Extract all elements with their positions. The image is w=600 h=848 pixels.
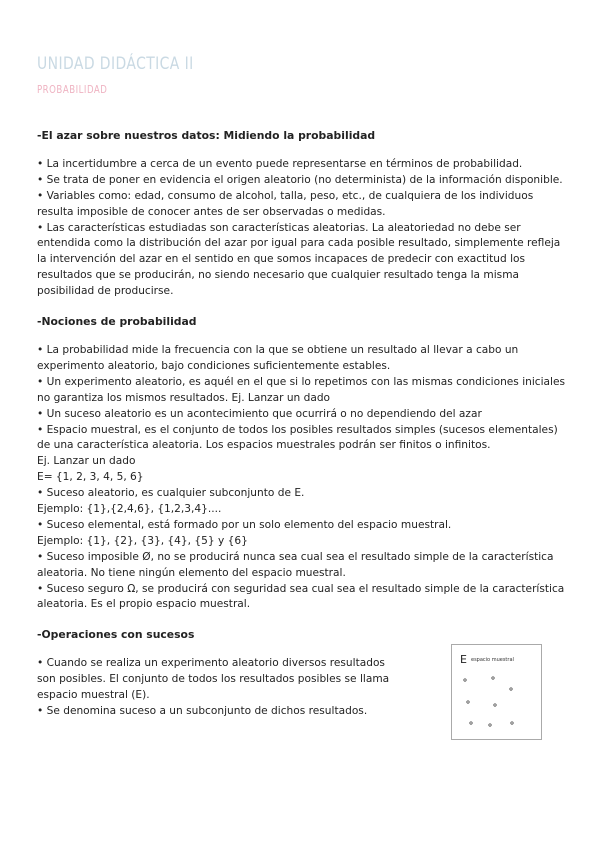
section-heading-operaciones: -Operaciones con sucesos: [37, 628, 195, 642]
list-item: • Suceso aleatorio, es cualquier subconjunto de E.: [37, 487, 305, 500]
list-item: • La probabilidad mide la frecuencia con la que se obtiene un resultado al llevar a cabo un experimento aleatorio, bajo condiciones suficientemente estables.: [37, 343, 519, 372]
section-nociones-body: [37, 343, 567, 613]
list-item: • Suceso elemental, está formado por un solo elemento del espacio muestral.: [37, 518, 452, 531]
diagram-letter: E: [460, 653, 467, 666]
list-item: Ejemplo: {1}, {2}, {3}, {4}, {5} y {6}: [37, 534, 248, 547]
section-azar-body: [37, 157, 567, 300]
document-body: [37, 124, 567, 720]
list-item: • La incertidumbre a cerca de un evento puede representarse en términos de probabilidad.: [37, 157, 523, 170]
list-item: • Un suceso aleatorio es un acontecimiento que ocurrirá o no dependiendo del azar: [37, 407, 482, 420]
list-item: E= {1, 2, 3, 4, 5, 6}: [37, 471, 144, 484]
list-item: • Espacio muestral, es el conjunto de todos los posibles resultados simples (sucesos elementales) de una característica aleatoria. Los espacios muestrales podrán ser finitos o infinitos.: [37, 423, 558, 452]
list-item: Ej. Lanzar un dado: [37, 455, 136, 468]
diagram-label: espacio muestral: [471, 657, 514, 663]
page-title: UNIDAD DIDÁCTICA II: [37, 54, 194, 74]
section-heading-azar: -El azar sobre nuestros datos: Midiendo la probabilidad: [37, 129, 376, 142]
list-item: Ejemplo: {1},{2,4,6}, {1,2,3,4}....: [37, 503, 222, 516]
list-item: • Cuando se realiza un experimento aleatorio diversos resultados son posibles. El conjunto de todos los resultados posibles se llama espacio muestral (E).: [37, 657, 390, 702]
list-item: • Se denomina suceso a un subconjunto de dichos resultados.: [37, 705, 368, 717]
list-item: • Se trata de poner en evidencia el origen aleatorio (no determinista) de la información disponible.: [37, 173, 563, 186]
list-item: • Suceso imposible Ø, no se producirá nunca sea cual sea el resultado simple de la característica aleatoria. No tiene ningún elemento del espacio muestral.: [37, 550, 554, 579]
section-heading-nociones: -Nociones de probabilidad: [37, 315, 197, 329]
section-operaciones-body: [37, 656, 402, 720]
sample-space-diagram: [451, 644, 542, 740]
page-subtitle: PROBABILIDAD: [37, 84, 108, 96]
list-item: • Un experimento aleatorio, es aquél en el que si lo repetimos con las mismas condiciones iniciales no garantiza los mismos resultados. Ej. Lanzar un dado: [37, 375, 566, 404]
list-item: • Suceso seguro Ω, se producirá con seguridad sea cual sea el resultado simple de la característica aleatoria. Es el propio espacio muestral.: [37, 582, 565, 611]
list-item: • Variables como: edad, consumo de alcohol, talla, peso, etc., de cualquiera de los individuos resulta imposible de conocer antes de ser observadas o medidas.: [37, 189, 534, 218]
list-item: • Las características estudiadas son características aleatorias. La aleatoriedad no debe ser entendida como la distribución del azar por igual para cada posible resultado, simplemente refleja la intervención del azar en el sentido en que somos incapaces de predecir con exactitud los resultados que se producirán, no siendo necesario que cualquier resultado tenga la misma posibilidad de producirse.: [37, 221, 561, 298]
